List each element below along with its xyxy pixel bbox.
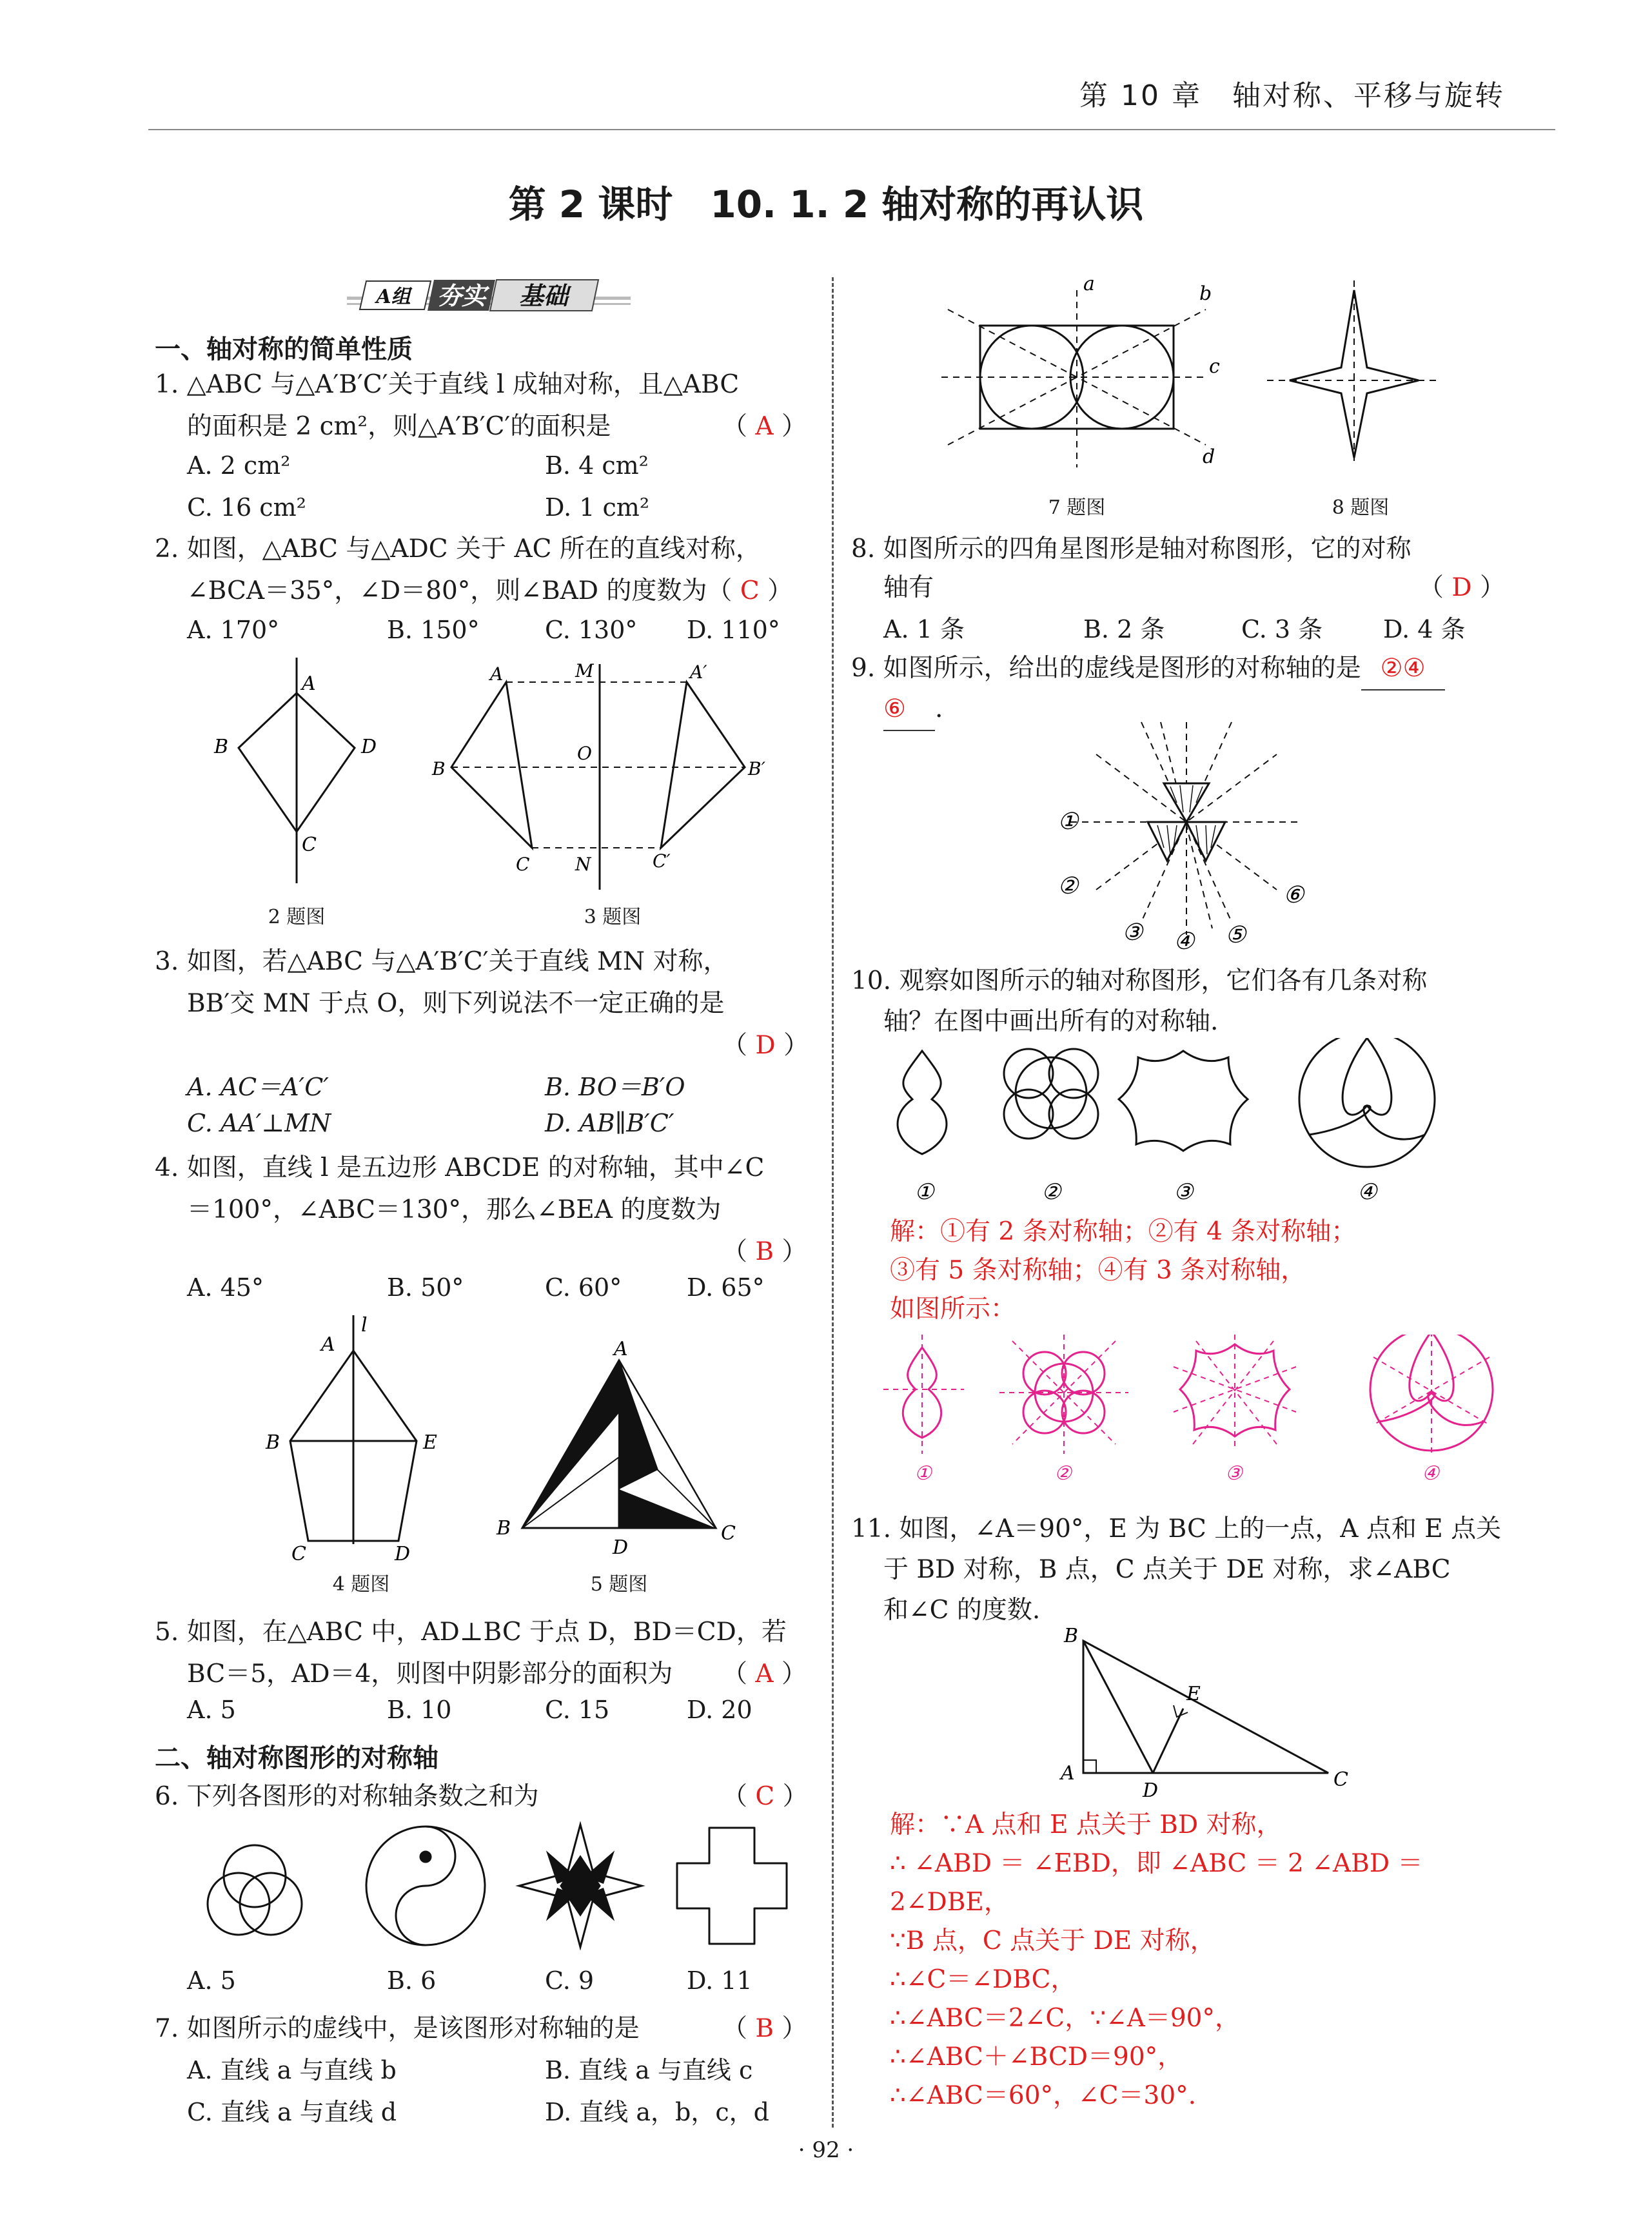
q10-answer-label-2: ②	[1054, 1462, 1072, 1485]
q10-label-4: ④	[1357, 1179, 1377, 1205]
q6-option-d: D. 11	[687, 1966, 752, 1995]
svg-text:N: N	[575, 854, 591, 875]
figure-q8-four-point-star	[1264, 277, 1444, 464]
q9-end: .	[935, 694, 943, 723]
svg-text:a: a	[1083, 277, 1095, 295]
q2-option-a: A. 170°	[187, 616, 280, 644]
q8-option-d: D. 4 条	[1383, 615, 1466, 643]
q6-line1: 6. 下列各图形的对称轴条数之和为	[155, 1782, 539, 1811]
q6-option-c: C. 9	[545, 1966, 595, 1995]
q6-answer: （ C ）	[722, 1782, 808, 1811]
q8-line2: 轴有	[883, 573, 934, 602]
q4-option-c: C. 60°	[545, 1273, 622, 1302]
svg-text:D: D	[613, 1536, 629, 1559]
caption-q3: 3 题图	[584, 906, 642, 928]
q10-label-3: ③	[1174, 1179, 1194, 1205]
badge-group: A组	[376, 286, 411, 308]
q1-option-d: D. 1 cm²	[545, 493, 650, 522]
q11-line1: 11. 如图，∠A＝90°，E 为 BC 上的一点，A 点和 E 点关	[851, 1514, 1502, 1543]
q9-answer-part1: ②④	[1361, 648, 1445, 690]
svg-text:D: D	[395, 1543, 411, 1563]
q3-option-a: A. AC＝A′C′	[187, 1073, 329, 1101]
svg-text:B: B	[432, 758, 446, 779]
q11-solution-line1: 解：∵A 点和 E 点关于 BD 对称，	[890, 1810, 1282, 1839]
figure-q10-answer-axes	[883, 1335, 1522, 1502]
figure-q7-circles-rect	[935, 277, 1232, 471]
q2-answer: C	[740, 576, 760, 605]
q5-option-c: C. 15	[545, 1696, 610, 1724]
q9-label-3: ③	[1122, 919, 1143, 946]
header-rule	[148, 129, 1555, 130]
q3-option-b: B. BO＝B′O	[545, 1073, 685, 1101]
svg-text:C: C	[302, 834, 317, 856]
q4-option-d: D. 65°	[687, 1273, 765, 1302]
q4-answer: （ B ）	[722, 1237, 807, 1266]
q8-option-b: B. 2 条	[1083, 615, 1165, 643]
q5-line1: 5. 如图，在△ABC 中，AD⊥BC 于点 D，BD＝CD，若	[155, 1618, 787, 1647]
figure-q10-shapes	[877, 1038, 1509, 1225]
q4-line2: ＝100°，∠ABC＝130°，那么∠BEA 的度数为	[187, 1195, 722, 1224]
q10-label-2: ②	[1041, 1179, 1061, 1205]
figure-q4-pentagon	[258, 1312, 464, 1563]
section-badge	[347, 276, 631, 315]
figure-q5-shaded-triangle	[490, 1341, 748, 1560]
svg-text:B: B	[214, 736, 229, 758]
section-2-heading: 二、轴对称图形的对称轴	[155, 1743, 438, 1773]
q10-solution-line3: 如图所示：	[890, 1295, 1016, 1324]
q10-line2: 轴？在图中画出所有的对称轴.	[883, 1007, 1219, 1036]
figure-q2-kite	[200, 658, 393, 896]
q9-label-5: ⑤	[1225, 922, 1246, 948]
section-1-heading: 一、轴对称的简单性质	[155, 335, 413, 364]
q11-solution-line8: ∴∠ABC＝60°，∠C＝30°.	[890, 2081, 1197, 2110]
svg-text:E: E	[423, 1431, 437, 1454]
q4-option-a: A. 45°	[187, 1273, 264, 1302]
caption-q7: 7 题图	[1048, 496, 1106, 519]
q2-line1: 2. 如图，△ABC 与△ADC 关于 AC 所在的直线对称，	[155, 534, 761, 563]
q5-answer: （ A ）	[722, 1660, 807, 1689]
svg-text:C: C	[516, 854, 530, 875]
q11-solution-line4: ∵B 点，C 点关于 DE 对称，	[890, 1926, 1215, 1955]
q7-option-c: C. 直线 a 与直线 d	[187, 2098, 397, 2126]
page-title: 第 2 课时 10. 1. 2 轴对称的再认识	[508, 182, 1144, 226]
svg-text:A: A	[302, 672, 316, 695]
figure-q11-right-triangle	[1045, 1628, 1354, 1802]
q10-answer-label-1: ①	[914, 1462, 932, 1485]
q3-option-c: C. AA′⊥MN	[187, 1109, 331, 1137]
figure-q9-triangles	[1057, 716, 1315, 961]
svg-text:C: C	[291, 1543, 306, 1563]
q9-label-4: ④	[1174, 928, 1195, 955]
q8-option-a: A. 1 条	[883, 615, 965, 643]
q1-line2: 的面积是 2 cm²，则△A′B′C′的面积是	[187, 412, 611, 441]
q9-label-1: ①	[1057, 808, 1079, 835]
svg-text:C: C	[1333, 1768, 1348, 1791]
q5-line2: BC＝5，AD＝4，则图中阴影部分的面积为	[187, 1660, 673, 1689]
svg-text:l: l	[361, 1314, 368, 1337]
q5-option-a: A. 5	[187, 1696, 236, 1724]
q9-label-2: ②	[1057, 873, 1079, 899]
q8-line1: 8. 如图所示的四角星图形是轴对称图形，它的对称	[851, 534, 1411, 563]
q3-line1: 3. 如图，若△ABC 与△A′B′C′关于直线 MN 对称，	[155, 947, 729, 976]
page-number: · 92 ·	[798, 2137, 854, 2163]
caption-q8: 8 题图	[1332, 496, 1390, 519]
caption-q4: 4 题图	[332, 1573, 390, 1596]
svg-text:c: c	[1209, 355, 1220, 378]
svg-text:C: C	[721, 1522, 736, 1545]
svg-text:O: O	[577, 743, 592, 764]
q3-option-d: D. AB∥B′C′	[545, 1109, 674, 1137]
svg-text:C′: C′	[653, 850, 671, 872]
q2-option-c: C. 130°	[545, 616, 638, 644]
q4-option-b: B. 50°	[387, 1273, 464, 1302]
column-divider	[832, 277, 834, 2128]
q2-line2: ∠BCA＝35°，∠D＝80°，则∠BAD 的度数为（	[187, 576, 733, 605]
figure-q6-shapes	[187, 1821, 800, 1950]
q11-solution-line6: ∴∠ABC＝2∠C，∵∠A＝90°，	[890, 2004, 1240, 2033]
q3-line2: BB′交 MN 于点 O，则下列说法不一定正确的是	[187, 989, 725, 1018]
q9-answer-part2: ⑥	[883, 689, 935, 731]
badge-word2: 基础	[518, 281, 569, 310]
q2-option-d: D. 110°	[687, 616, 780, 644]
svg-text:M: M	[575, 660, 594, 681]
q11-solution-line3: 2∠DBE，	[890, 1888, 1009, 1917]
q7-option-d: D. 直线 a，b，c，d	[545, 2098, 769, 2126]
figure-q3-reflection	[426, 651, 787, 896]
q5-option-b: B. 10	[387, 1696, 452, 1724]
q9-line1: 9. 如图所示，给出的虚线是图形的对称轴的是	[851, 654, 1361, 683]
q8-answer: （ D ）	[1419, 573, 1506, 602]
q2-option-b: B. 150°	[387, 616, 480, 644]
q6-option-b: B. 6	[387, 1966, 437, 1995]
q7-option-b: B. 直线 a 与直线 c	[545, 2056, 753, 2084]
q3-answer: （ D ）	[722, 1031, 809, 1060]
q10-solution-line1: 解：①有 2 条对称轴；②有 4 条对称轴；	[890, 1217, 1357, 1246]
svg-text:A: A	[1061, 1762, 1075, 1785]
badge-word1: 夯实	[437, 281, 487, 310]
svg-text:B′: B′	[748, 758, 765, 779]
q10-line1: 10. 观察如图所示的轴对称图形，它们各有几条对称	[851, 966, 1428, 995]
svg-text:D: D	[1143, 1779, 1159, 1802]
svg-text:B: B	[1064, 1628, 1079, 1647]
q11-solution-line7: ∴∠ABC＋∠BCD＝90°，	[890, 2042, 1183, 2071]
svg-text:d: d	[1203, 446, 1215, 468]
q1-option-b: B. 4 cm²	[545, 451, 649, 480]
q11-solution-line5: ∴∠C＝∠DBC，	[890, 1965, 1076, 1994]
q9-label-6: ⑥	[1283, 882, 1304, 908]
q5-option-d: D. 20	[687, 1696, 752, 1724]
q11-solution-line2: ∴ ∠ABD ＝ ∠EBD，即 ∠ABC ＝ 2 ∠ABD ＝	[890, 1849, 1423, 1878]
q10-answer-label-3: ③	[1225, 1462, 1243, 1485]
caption-q2: 2 题图	[268, 906, 326, 928]
q7-line1: 7. 如图所示的虚线中，是该图形对称轴的是	[155, 2014, 640, 2043]
svg-text:A: A	[490, 663, 504, 685]
svg-text:D: D	[361, 736, 377, 758]
q8-option-c: C. 3 条	[1241, 615, 1323, 643]
svg-text:b: b	[1199, 282, 1212, 305]
svg-text:A: A	[614, 1341, 628, 1360]
q11-line3: 和∠C 的度数.	[883, 1596, 1041, 1625]
svg-text:B: B	[266, 1431, 280, 1454]
q7-answer: （ B ）	[722, 2014, 807, 2043]
q6-option-a: A. 5	[187, 1966, 236, 1995]
caption-q5: 5 题图	[590, 1573, 648, 1596]
q7-option-a: A. 直线 a 与直线 b	[187, 2056, 397, 2084]
svg-text:E: E	[1186, 1683, 1201, 1705]
q1-option-c: C. 16 cm²	[187, 493, 306, 522]
q11-line2: 于 BD 对称，B 点，C 点关于 DE 对称，求∠ABC	[883, 1555, 1451, 1584]
svg-text:B: B	[497, 1517, 511, 1540]
svg-text:A: A	[321, 1333, 335, 1356]
q10-label-1: ①	[914, 1179, 934, 1205]
q4-line1: 4. 如图，直线 l 是五边形 ABCDE 的对称轴，其中∠C	[155, 1153, 765, 1182]
chapter-header: 第 10 章 轴对称、平移与旋转	[1079, 79, 1505, 112]
q10-answer-label-4: ④	[1422, 1462, 1439, 1485]
q10-solution-line2: ③有 5 条对称轴；④有 3 条对称轴，	[890, 1256, 1306, 1285]
q1-answer: （ A ）	[722, 412, 807, 441]
q1-line1: 1. △ABC 与△A′B′C′关于直线 l 成轴对称，且△ABC	[155, 370, 740, 399]
q1-option-a: A. 2 cm²	[187, 451, 291, 480]
svg-text:A′: A′	[690, 661, 707, 683]
